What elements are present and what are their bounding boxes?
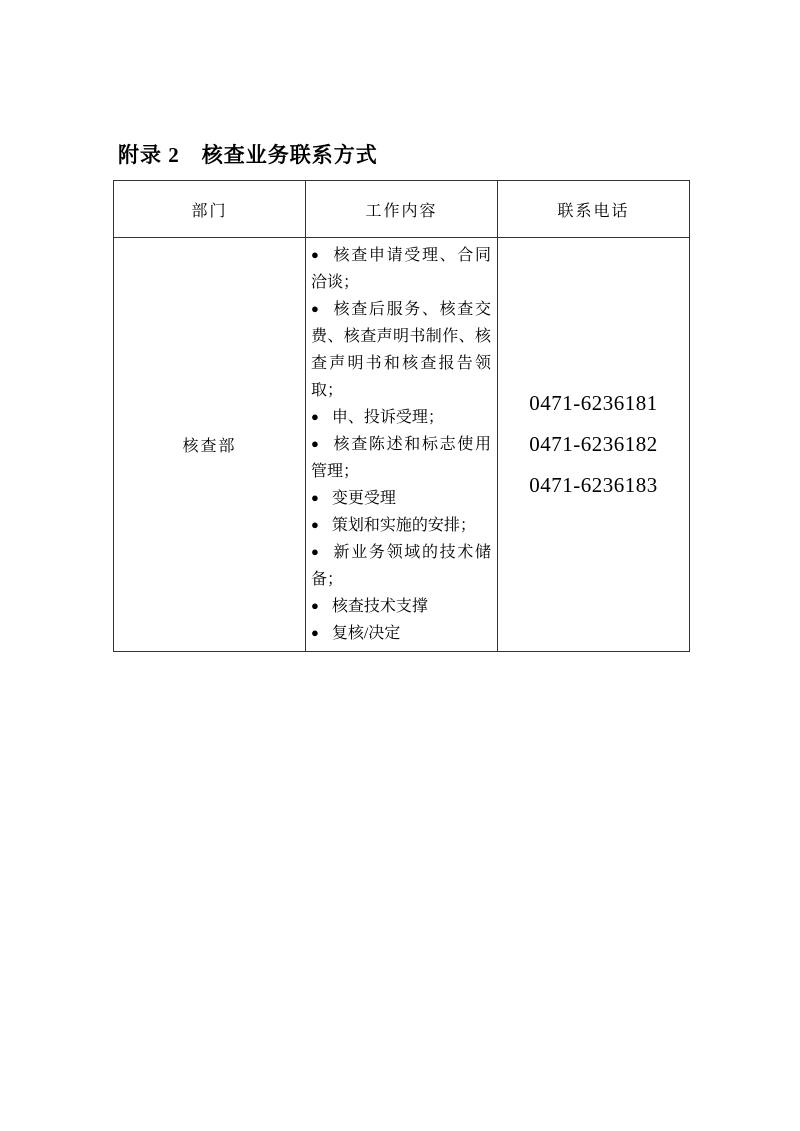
work-item-text: 核查技术支撑 [331,598,428,615]
work-item [311,296,491,404]
work-item [311,431,491,485]
work-item [311,539,491,593]
bullet-icon: ● [311,544,319,559]
work-item [311,512,491,539]
bullet-icon: ● [311,301,319,316]
phone-number: 0471-6236181 [529,391,658,415]
work-item-text: 新业务领域的技术储备； [311,544,491,588]
bullet-icon: ● [311,517,319,532]
phone-number: 0471-6236183 [529,473,658,497]
header-work-content: 工作内容 [306,181,498,238]
phone-cell [498,238,690,652]
work-item-text: 变更受理 [331,490,396,507]
header-contact-phone: 联系电话 [498,181,690,238]
work-content-cell [306,238,498,652]
contact-table [113,180,690,652]
page-title: 附录 2 核查业务联系方式 [118,143,378,167]
work-item-text: 核查后服务、核查交费、核查声明书制作、核查声明书和核查报告领取； [311,301,491,399]
header-department: 部门 [114,181,306,238]
bullet-icon: ● [311,625,319,640]
table-row [114,238,690,652]
work-item-text: 申、投诉受理； [331,409,444,426]
table-header-row [114,181,690,238]
work-item [311,593,491,620]
bullet-icon: ● [311,247,319,262]
department-cell: 核查部 [114,238,306,652]
work-item [311,620,491,647]
work-item-text: 复核/决定 [331,625,401,642]
work-item [311,485,491,512]
bullet-icon: ● [311,490,319,505]
work-item-text: 核查申请受理、合同洽谈； [311,247,491,291]
work-item-list [311,242,491,647]
bullet-icon: ● [311,598,319,613]
bullet-icon: ● [311,409,319,424]
work-item-text: 策划和实施的安排； [331,517,476,534]
phone-list [498,391,689,498]
phone-number: 0471-6236182 [529,432,658,456]
bullet-icon: ● [311,436,319,451]
work-item-text: 核查陈述和标志使用管理； [311,436,491,480]
work-item [311,242,491,296]
work-item [311,404,491,431]
